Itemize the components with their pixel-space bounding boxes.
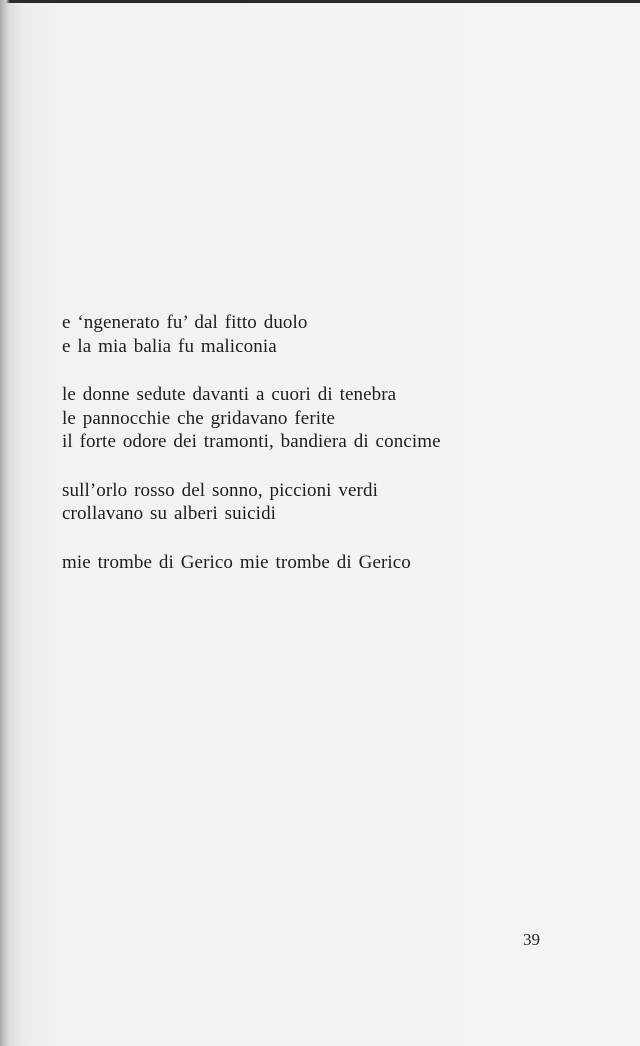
poem-line: le donne sedute davanti a cuori di tenebra xyxy=(62,384,397,405)
poem-line: mie trombe di Gerico mie trombe di Gerico xyxy=(62,551,411,573)
top-edge xyxy=(0,0,640,3)
poem-line: sull’orlo rosso del sonno, piccioni verdi xyxy=(62,479,378,501)
poem-line: le pannocchie che gridavano ferite xyxy=(62,407,336,429)
poem-line: e la mia balia fu maliconia xyxy=(62,335,277,357)
stanza-2 xyxy=(62,383,582,454)
poem-line: crollavano su alberi suicidi xyxy=(62,503,277,524)
stanza-1 xyxy=(62,311,582,358)
poem xyxy=(62,311,582,599)
stanza-4 xyxy=(62,551,582,575)
poem-line: e ‘ngenerato fu’ dal fitto duolo xyxy=(62,312,308,333)
page-number: 39 xyxy=(523,930,540,949)
stanza-3 xyxy=(62,479,582,526)
poem-line: il forte odore dei tramonti, bandiera di concime xyxy=(62,431,441,452)
binding-shadow xyxy=(0,0,10,1046)
